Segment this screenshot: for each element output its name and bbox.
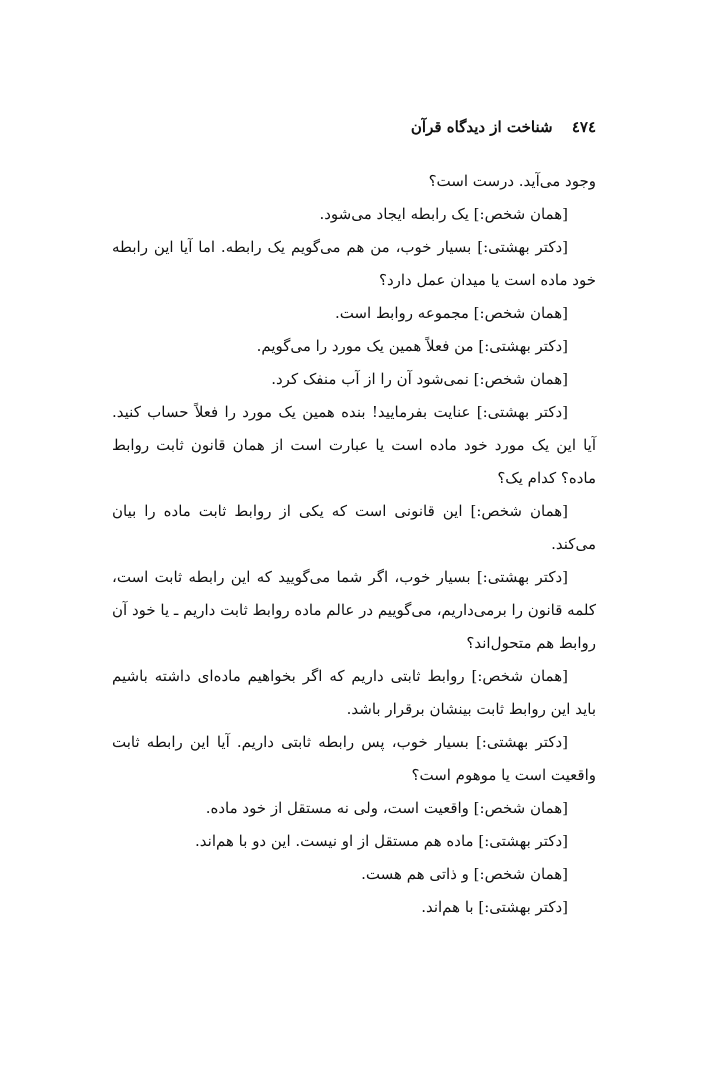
paragraph: [همان شخص:] این قانونی است که یکی از روابط ثابت ماده را بیان می‌کند.: [112, 502, 596, 553]
paragraph: [دکتر بهشتی:] عنایت بفرمایید! بنده همین یک مورد را فعلاً حساب کنید. آیا این یک مورد خود ماده است یا عبارت است از همان قانون ثابت روابط ماده؟ کدام یک؟: [112, 403, 596, 487]
paragraph: [دکتر بهشتی:] من فعلاً همین یک مورد را می‌گویم.: [256, 337, 568, 355]
paragraph: [دکتر بهشتی:] با هم‌اند.: [421, 898, 568, 916]
paragraph: [دکتر بهشتی:] ماده هم مستقل از او نیست. این دو با هم‌اند.: [195, 832, 568, 850]
paragraph: [دکتر بهشتی:] بسیار خوب، اگر شما می‌گویید که این رابطه ثابت است، کلمه قانون را برمی‌داریم، می‌گوییم در عالم ماده روابط ثابت داریم ـ یا خود آن روابط هم متحول‌اند؟: [112, 568, 596, 652]
paragraph: [دکتر بهشتی:] بسیار خوب، من هم می‌گویم یک رابطه. اما آیا این رابطه خود ماده است یا میدان عمل دارد؟: [112, 238, 596, 289]
paragraph: [همان شخص:] مجموعه روابط است.: [334, 304, 568, 322]
paragraph: وجود می‌آید. درست است؟: [428, 172, 596, 190]
running-header: [411, 118, 596, 136]
running-title: شناخت از دیدگاه قرآن: [410, 118, 553, 136]
paragraph: [دکتر بهشتی:] بسیار خوب، پس رابطه ثابتی داریم. آیا این رابطه ثابت واقعیت است یا موهوم است؟: [112, 733, 596, 784]
paragraph: [همان شخص:] نمی‌شود آن را از آب منفک کرد.: [271, 370, 568, 388]
paragraph: [همان شخص:] و ذاتی هم هست.: [361, 865, 568, 883]
page-number: ٤٧٤: [571, 118, 596, 136]
paragraph: [همان شخص:] روابط ثابتی داریم که اگر بخواهیم ماده‌ای داشته باشیم باید این روابط ثابت بینشان برقرار باشد.: [112, 667, 596, 718]
page-body: [112, 165, 596, 924]
paragraph: [همان شخص:] یک رابطه ایجاد می‌شود.: [319, 205, 568, 223]
paragraph: [همان شخص:] واقعیت است، ولی نه مستقل از خود ماده.: [205, 799, 568, 817]
